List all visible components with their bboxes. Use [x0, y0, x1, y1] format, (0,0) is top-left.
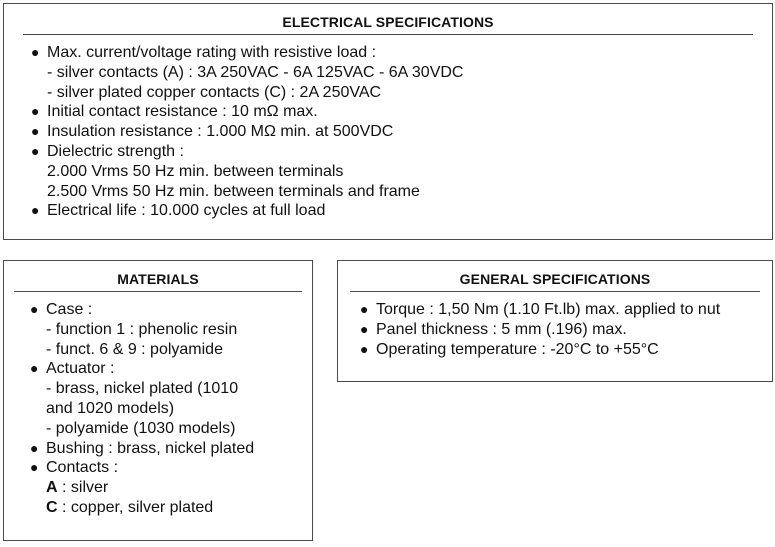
bullet-icon: ● [360, 340, 369, 357]
material-subitem: - brass, nickel plated (1010 [46, 380, 239, 398]
contact-code-letter: C [46, 498, 58, 516]
general-text: Torque : 1,50 Nm (1.10 Ft.lb) max. applied to nut [376, 301, 721, 318]
spec-text: Dielectric strength : [47, 142, 184, 160]
bullet-icon: ● [31, 44, 40, 60]
bullet-icon: ● [30, 360, 39, 377]
spec-text: Max. current/voltage rating with resistive load : [47, 44, 377, 61]
spec-subitem: - silver plated copper contacts (C) : 2A 250VAC [47, 83, 382, 101]
material-text: Actuator : [46, 360, 115, 378]
material-subitem: - polyamide (1030 models) [46, 419, 236, 437]
material-text: Contacts : [46, 459, 119, 477]
bullet-icon: ● [360, 320, 369, 337]
material-subitem: - funct. 6 & 9 : polyamide [46, 340, 223, 358]
spec-subitem: 2.500 Vrms 50 Hz min. between terminals and frame [47, 182, 420, 200]
general-item-panel-thickness [360, 320, 772, 340]
contact-code-desc: : silver [57, 479, 109, 497]
contact-code-desc: : copper, silver plated [57, 498, 214, 516]
spec-item-insulation-resistance [31, 122, 772, 142]
general-item-operating-temperature [360, 340, 772, 360]
bullet-icon: ● [30, 301, 39, 317]
materials-title: MATERIALS [117, 271, 199, 287]
material-item-contacts [30, 458, 312, 478]
material-text: Case : [46, 301, 93, 318]
material-item-bushing [30, 439, 312, 459]
contact-code-letter: A [46, 479, 58, 497]
spec-text: Electrical life : 10.000 cycles at full load [47, 202, 326, 220]
contact-code-a [30, 478, 312, 498]
material-item-case [30, 300, 312, 320]
bullet-icon: ● [30, 439, 39, 456]
general-spec-list [338, 292, 772, 359]
general-text: Panel thickness : 5 mm (.196) max. [376, 320, 627, 338]
material-text: Bushing : brass, nickel plated [46, 439, 255, 457]
spec-item-dielectric-strength [31, 142, 772, 162]
bullet-icon: ● [30, 459, 39, 476]
material-subitem: - function 1 : phenolic resin [46, 320, 238, 338]
material-item-actuator [30, 359, 312, 379]
electrical-spec-list [4, 35, 772, 221]
bullet-icon: ● [31, 142, 40, 159]
materials-list [4, 292, 312, 518]
bullet-icon: ● [31, 103, 40, 120]
general-specifications-panel [337, 260, 773, 382]
bullet-icon: ● [360, 301, 369, 317]
contact-code-c [30, 498, 312, 518]
spec-text: Initial contact resistance : 10 mΩ max. [47, 103, 318, 121]
materials-panel [3, 260, 313, 541]
bullet-icon: ● [31, 123, 40, 140]
spec-subitem: - silver contacts (A) : 3A 250VAC - 6A 125VAC - 6A 30VDC [47, 63, 464, 81]
general-specifications-title: GENERAL SPECIFICATIONS [459, 271, 651, 287]
bullet-icon: ● [31, 202, 40, 219]
material-subitem: and 1020 models) [46, 399, 175, 417]
spec-item-rating [31, 43, 772, 63]
electrical-specifications-panel [3, 3, 773, 240]
general-item-torque [360, 300, 772, 320]
spec-item-electrical-life [31, 201, 772, 221]
spec-text: Insulation resistance : 1.000 MΩ min. at 500VDC [47, 123, 394, 141]
spec-item-contact-resistance [31, 102, 772, 122]
general-text: Operating temperature : -20°C to +55°C [376, 340, 659, 358]
spec-subitem: 2.000 Vrms 50 Hz min. between terminals [47, 162, 344, 180]
electrical-specifications-title: ELECTRICAL SPECIFICATIONS [282, 14, 494, 30]
